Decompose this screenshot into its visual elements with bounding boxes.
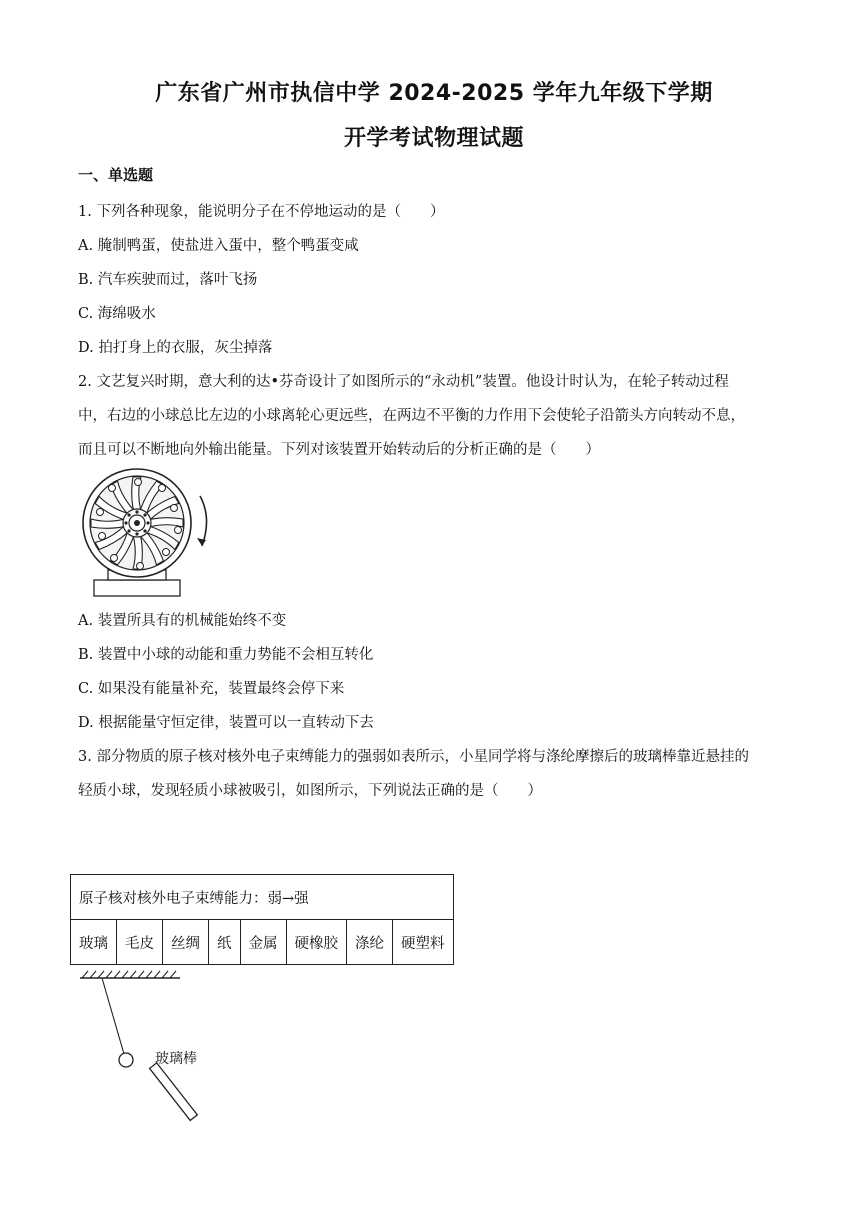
page-subtitle: 开学考试物理试题 (343, 126, 524, 151)
question-1-option-a: A. 腌制鸭蛋，使盐进入蛋中，整个鸭蛋变咸 (78, 238, 359, 254)
question-2-stem-line-2: 中，右边的小球总比左边的小球离轮心更远些，在两边不平衡的力作用下会使轮子沿箭头方向转动不息， (78, 408, 745, 424)
question-2-stem-line-3: 而且可以不断地向外输出能量。下列对该装置开始转动后的分析正确的是（ ） (78, 442, 600, 458)
question-1-option-c: C. 海绵吸水 (78, 306, 156, 322)
section-heading: 一、单选题 (78, 166, 154, 184)
question-2-option-d: D. 根据能量守恒定律，装置可以一直转动下去 (78, 715, 374, 731)
table-cell: 涤纶 (347, 920, 393, 965)
question-3-stem-line-2: 轻质小球，发现轻质小球被吸引，如图所示，下列说法正确的是（ ） (78, 783, 542, 799)
table-cell: 丝绸 (163, 920, 209, 965)
page-title: 广东省广州市执信中学 2024-2025 学年九年级下学期 (155, 81, 713, 106)
question-3-stem-line-1: 3. 部分物质的原子核对核外电子束缚能力的强弱如表所示，小星同学将与涤纶摩擦后的玻璃棒靠近悬挂的 (78, 749, 749, 765)
perpetual-motion-wheel-figure (78, 468, 218, 600)
electron-binding-table (70, 874, 454, 965)
table-row (71, 920, 454, 965)
table-cell: 玻璃 (71, 920, 117, 965)
table-cell: 金属 (240, 920, 286, 965)
question-2-option-c: C. 如果没有能量补充，装置最终会停下来 (78, 681, 345, 697)
question-1-stem: 1. 下列各种现象，能说明分子在不停地运动的是（ ） (78, 204, 445, 220)
question-2-option-b: B. 装置中小球的动能和重力势能不会相互转化 (78, 647, 374, 663)
glass-rod-label: 玻璃棒 (155, 1051, 197, 1067)
question-1-option-b: B. 汽车疾驶而过，落叶飞扬 (78, 272, 258, 288)
pendulum-glass-rod-figure (74, 966, 234, 1126)
table-header: 原子核对核外电子束缚能力：弱→强 (71, 875, 454, 920)
table-cell: 硬橡胶 (286, 920, 347, 965)
table-cell: 纸 (209, 920, 241, 965)
question-2-option-a: A. 装置所具有的机械能始终不变 (78, 613, 287, 629)
table-cell: 硬塑料 (393, 920, 454, 965)
table-cell: 毛皮 (117, 920, 163, 965)
question-2-stem-line-1: 2. 文艺复兴时期，意大利的达•芬奇设计了如图所示的“永动机”装置。他设计时认为，在轮子转动过程 (78, 374, 729, 390)
question-1-option-d: D. 拍打身上的衣服，灰尘掉落 (78, 340, 273, 356)
